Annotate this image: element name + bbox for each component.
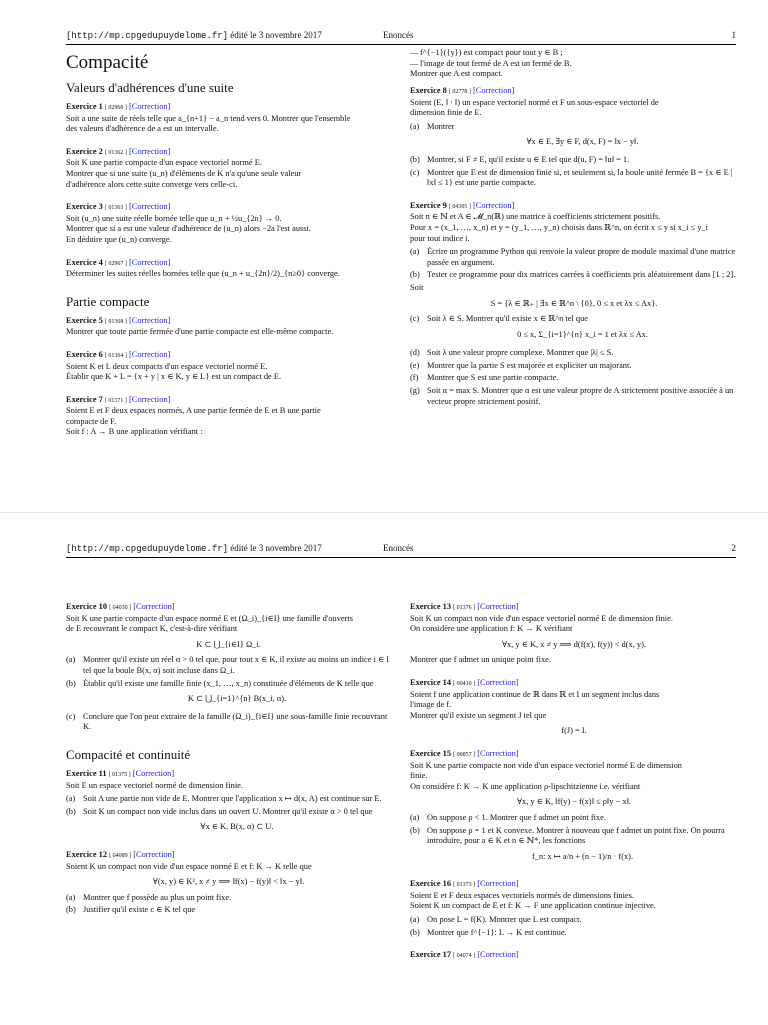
exercise-text-line: Soient E et F deux espaces normés, A une partie fermée de E et B une partie bbox=[66, 406, 321, 416]
item-label: (b) bbox=[66, 905, 76, 915]
exercise bbox=[66, 350, 391, 383]
item-text-block bbox=[427, 168, 738, 189]
exercise bbox=[66, 602, 391, 733]
item-text: Montrer bbox=[427, 121, 455, 131]
exercise-item bbox=[66, 712, 391, 733]
exercise-header bbox=[410, 201, 738, 213]
exercise-text-line: Montrer que toute partie fermée d'une partie compacte est elle-même compacte. bbox=[66, 327, 334, 337]
page-header bbox=[66, 543, 736, 557]
exercise-text-line: En déduire que (u_n) converge. bbox=[66, 234, 172, 244]
exercise-7-conditions bbox=[410, 48, 738, 80]
exercise-9 bbox=[410, 201, 738, 408]
correction-link[interactable]: [Correction] bbox=[129, 349, 171, 359]
item-text: On pose L = f(K). Montrer que L est compact. bbox=[427, 915, 582, 925]
exercise-group-partie-compacte bbox=[66, 316, 391, 438]
exercise bbox=[410, 678, 738, 737]
exercise-text-line: Soit f : A → B une application vérifiant : bbox=[66, 427, 203, 437]
exercise-label: Exercice 6 bbox=[66, 349, 103, 359]
item-text: Montrer que f^{−1}: L → K est continue. bbox=[427, 927, 567, 937]
exercise-text-line: Soient E et F deux espaces vectoriels normés de dimensions finies. bbox=[410, 890, 634, 900]
exercise-header bbox=[410, 749, 738, 761]
exercise-item-list bbox=[410, 348, 738, 407]
item-text: Soit α = max S. Montrer que α est une valeur propre de A strictement positive associée à un vecteur propre strictement positif. bbox=[427, 386, 734, 406]
exercise-text-line: Soit K une partie compacte d'un espace vectoriel normé E. bbox=[66, 158, 262, 168]
exercise-label: Exercice 8 bbox=[410, 86, 447, 95]
item-label: (b) bbox=[410, 154, 420, 164]
item-text: Tester ce programme pour dix matrices carrées à coefficients pris aléatoirement dans [1 ; 2]. bbox=[427, 270, 736, 280]
list-item: — l'image de tout fermé de A est un fermé de B. bbox=[410, 58, 572, 68]
exercise-item bbox=[66, 807, 391, 838]
item-text-block bbox=[427, 373, 738, 384]
exercise-code: [ 01376 ] bbox=[453, 605, 476, 611]
item-text-block bbox=[83, 893, 391, 904]
page-header bbox=[66, 30, 736, 44]
item-text: Soit K un compact non vide inclus dans un ouvert U. Montrer qu'il existe α > 0 tel que bbox=[83, 806, 373, 816]
exercise-item bbox=[410, 122, 738, 153]
exercise-item bbox=[410, 826, 738, 868]
page-1 bbox=[0, 0, 768, 512]
exercise bbox=[410, 201, 738, 408]
exercise-text-line: Soient K et L deux compacts d'un espace vectoriel normé E. bbox=[66, 361, 268, 371]
header-rule bbox=[66, 44, 736, 45]
item-text: Montrer que f possède au plus un point fixe. bbox=[83, 892, 232, 902]
item-equation: 0 ≤ x, Σ_{i=1}^{n} x_i = 1 et λx ≤ Ax. bbox=[517, 329, 648, 339]
exercise-header bbox=[410, 602, 738, 614]
item-text-block bbox=[427, 813, 738, 824]
exercise-label: Exercice 16 bbox=[410, 879, 452, 889]
exercise-text-line: Établir que K + L = {x + y | x ∈ K, y ∈ L} est un compact de E. bbox=[66, 372, 282, 382]
exercise-item-list bbox=[66, 794, 391, 838]
exercise-item-list bbox=[410, 915, 738, 938]
exercise-label: Exercice 5 bbox=[66, 315, 103, 325]
correction-link[interactable]: [Correction] bbox=[129, 257, 171, 267]
exercise-label: Exercice 7 bbox=[66, 394, 103, 404]
item-text-block bbox=[427, 915, 738, 926]
exercise-7-conclusion: Montrer que A est compact. bbox=[410, 69, 503, 79]
exercise-equation: ∀(x, y) ∈ K², x ≠ y ⟹ ‖f(x) − f(y)‖ < ‖x − y‖. bbox=[152, 877, 305, 887]
exercise-label: Exercice 14 bbox=[410, 677, 452, 687]
exercise-header bbox=[410, 879, 738, 891]
exercise-text-line: Soient f une application continue de ℝ dans ℝ et I un segment inclus dans bbox=[410, 689, 660, 699]
exercise-item bbox=[410, 373, 738, 384]
exercise-item bbox=[410, 168, 738, 189]
item-text: Soit λ ∈ S. Montrer qu'il existe x ∈ ℝ^n tel que bbox=[427, 314, 588, 324]
exercise-8 bbox=[410, 86, 738, 189]
exercise-text-line: de E recouvrant le compact K, c'est-à-dire vérifiant bbox=[66, 624, 238, 634]
exercise-header bbox=[66, 850, 391, 862]
exercise-text-line: Soit n ∈ ℕ et A ∈ 𝓜_n(ℝ) une matrice à coefficients strictement positifs. bbox=[410, 212, 661, 222]
exercise-item bbox=[410, 361, 738, 372]
exercise-17 bbox=[410, 950, 738, 962]
exercise-label: Exercice 2 bbox=[66, 146, 103, 156]
exercise-text-line: Montrer que si une suite (u_n) d'éléments de K n'a qu'une seule valeur bbox=[66, 168, 302, 178]
exercise-16 bbox=[410, 879, 738, 938]
item-text: Justifier qu'il existe c ∈ K tel que bbox=[83, 905, 196, 915]
exercise-text-line: l'image de f. bbox=[410, 700, 452, 710]
exercise-text-line: compacte de F. bbox=[66, 416, 117, 426]
exercise-15 bbox=[410, 749, 738, 867]
item-text-block bbox=[427, 155, 738, 166]
correction-link[interactable]: [Correction] bbox=[133, 602, 175, 611]
exercise-equation: ∀x, y ∈ K, x ≠ y ⟹ d(f(x), f(y)) < d(x, y). bbox=[502, 639, 646, 649]
item-label: (d) bbox=[410, 348, 420, 358]
exercise-item bbox=[410, 928, 738, 939]
item-label: (a) bbox=[66, 794, 76, 804]
exercise-label: Exercice 4 bbox=[66, 257, 103, 267]
exercise-label: Exercice 13 bbox=[410, 602, 452, 611]
exercise-text-line: d'adhérence alors cette suite converge vers celle-ci. bbox=[66, 179, 238, 189]
item-text-block bbox=[83, 679, 391, 710]
correction-link[interactable]: [Correction] bbox=[129, 202, 171, 212]
item-equation: K ⊂ ⋃_{i=1}^{n} B(x_i, α). bbox=[187, 694, 287, 704]
item-text-block bbox=[427, 314, 738, 345]
item-text: On suppose ρ = 1 et K convexe. Montrer à nouveau que f admet un point fixe. On pourra introduire, pour a ∈ K et n ∈ ℕ*, les fonctions bbox=[427, 825, 725, 846]
exercise-label: Exercice 3 bbox=[66, 202, 103, 212]
exercise-item bbox=[410, 155, 738, 166]
left-column bbox=[66, 50, 391, 450]
exercise-11 bbox=[66, 769, 391, 838]
exercise bbox=[66, 202, 391, 245]
list-item: — f^{−1}({y}) est compact pour tout y ∈ B ; bbox=[410, 48, 563, 57]
item-equation: ∀x ∈ K, B(x, α) ⊂ U. bbox=[200, 822, 274, 832]
exercise bbox=[410, 879, 738, 938]
exercise-header bbox=[66, 147, 391, 159]
item-text: Montrer que la partie S est majorée et expliciter un majorant. bbox=[427, 360, 632, 370]
correction-link[interactable]: [Correction] bbox=[129, 146, 171, 156]
exercise bbox=[66, 850, 391, 916]
item-text-block bbox=[83, 655, 391, 676]
exercise-text-line: Montrer que f admet un unique point fixe. bbox=[410, 655, 551, 665]
exercise-text-line: Soit bbox=[410, 282, 424, 292]
correction-link[interactable]: [Correction] bbox=[129, 394, 171, 404]
exercise-code: [ 02778 ] bbox=[448, 89, 471, 95]
correction-link[interactable]: [Correction] bbox=[132, 768, 175, 778]
exercise-code: [ 01375 ] bbox=[108, 771, 131, 778]
exercise-equation: K ⊂ ⋃_{i∈I} Ω_i. bbox=[196, 639, 261, 649]
section-heading-adherences: Valeurs d'adhérences d'une suite bbox=[66, 80, 234, 95]
exercise-header bbox=[410, 950, 738, 962]
item-text: Établir qu'il existe une famille finie (x_1, …, x_n) constituée d'éléments de K telle que bbox=[83, 678, 374, 688]
exercise-header bbox=[66, 769, 391, 781]
document-title: Compacité bbox=[66, 52, 149, 73]
exercise-text-line: des valeurs d'adhérence de a est un intervalle. bbox=[66, 124, 219, 134]
correction-link[interactable]: [Correction] bbox=[477, 950, 519, 960]
item-label: (a) bbox=[410, 121, 420, 131]
item-label: (a) bbox=[410, 812, 420, 822]
exercise-label: Exercice 1 bbox=[66, 102, 103, 111]
exercise-code: [ 01363 ] bbox=[104, 205, 127, 212]
item-label: (a) bbox=[66, 892, 76, 902]
exercise-code: [ 01373 ] bbox=[453, 882, 476, 889]
item-text-block bbox=[427, 386, 738, 407]
item-text: Montrer, si F ≠ E, qu'il existe u ∈ E tel que d(u, F) = ‖u‖ = 1. bbox=[427, 154, 630, 164]
exercise-text-line: dimension finie de E. bbox=[410, 108, 482, 118]
item-text-block bbox=[83, 905, 391, 916]
page-number: 2 bbox=[731, 543, 736, 553]
item-text-block bbox=[427, 361, 738, 372]
exercise-label: Exercice 17 bbox=[410, 950, 452, 960]
exercise-label: Exercice 9 bbox=[410, 200, 447, 210]
item-text-block bbox=[83, 807, 391, 838]
exercise bbox=[410, 950, 738, 962]
exercise-code: [ 04305 ] bbox=[448, 203, 471, 210]
exercise bbox=[66, 316, 391, 338]
item-text-block bbox=[427, 122, 738, 153]
right-column bbox=[410, 48, 738, 419]
exercise-12 bbox=[66, 850, 391, 916]
exercise-header bbox=[410, 678, 738, 690]
exercise-text-line: finie. bbox=[410, 771, 428, 781]
exercise-text-line: Soit E un espace vectoriel normé de dimension finie. bbox=[66, 780, 243, 790]
exercise bbox=[66, 769, 391, 838]
exercise-code: [ 02967 ] bbox=[104, 260, 127, 267]
exercise-code: [ 04074 ] bbox=[453, 953, 476, 960]
exercise-code: [ 04089 ] bbox=[109, 852, 132, 859]
exercise-text-line: Soit (u_n) une suite réelle bornée telle que u_n + ½u_{2n} → 0. bbox=[66, 213, 282, 223]
exercise-item bbox=[410, 247, 738, 268]
item-label: (b) bbox=[410, 270, 420, 280]
item-label: (b) bbox=[410, 927, 420, 937]
exercise-item bbox=[410, 348, 738, 359]
exercise bbox=[410, 86, 738, 189]
exercise-equation: S = {λ ∈ ℝ₊ | ∃x ∈ ℝ^n \ {0}, 0 ≤ x et λx ≤ Ax}. bbox=[490, 298, 658, 308]
item-text: On suppose ρ < 1. Montrer que f admet un point fixe. bbox=[427, 812, 606, 822]
exercise-text-line: On considère f: K → K une application ρ-lipschitzienne i.e. vérifiant bbox=[410, 781, 641, 791]
header-center-label: Enoncés bbox=[383, 543, 414, 553]
item-equation: ∀x ∈ E, ∃y ∈ F, d(x, F) = ‖x − y‖. bbox=[526, 137, 639, 147]
exercise-label: Exercice 12 bbox=[66, 849, 108, 859]
exercise-text-line: Montrer qu'il existe un segment J tel que bbox=[410, 710, 547, 720]
exercise-14 bbox=[410, 678, 738, 737]
exercise-header bbox=[66, 202, 391, 214]
exercise-text-line: Déterminer les suites réelles bornées telle que (u_n + u_{2n}/2)_{n≥0} converge. bbox=[66, 269, 340, 279]
exercise-code: [ 01368 ] bbox=[104, 318, 127, 325]
exercise-item bbox=[66, 679, 391, 710]
item-equation: f_n: x ↦ a/n + (n − 1)/n · f(x). bbox=[531, 851, 634, 861]
item-text: Soit λ une valeur propre complexe. Montrer que |λ| ≤ S. bbox=[427, 348, 614, 358]
item-text-block bbox=[427, 826, 738, 868]
page-2 bbox=[0, 512, 768, 1025]
exercise-header bbox=[66, 395, 391, 407]
item-label: (c) bbox=[410, 167, 420, 177]
exercise-text-line: pour tout indice i. bbox=[410, 233, 470, 243]
exercise-code: [ 04030 ] bbox=[109, 605, 132, 611]
item-text: Montrer que E est de dimension finie si, et seulement si, la boule unité fermée B = {x ∈ E | ‖x‖ ≤ 1} est une partie compacte. bbox=[427, 167, 733, 188]
exercise-item-list bbox=[410, 247, 738, 281]
site-url-link[interactable]: [http://mp.cpgedupuydelome.fr] bbox=[66, 31, 229, 41]
correction-link[interactable]: [Correction] bbox=[477, 602, 519, 611]
exercise-item bbox=[410, 386, 738, 407]
item-label: (a) bbox=[410, 915, 420, 925]
exercise-code: [ 00857 ] bbox=[453, 751, 476, 758]
exercise bbox=[66, 395, 391, 438]
exercise-header bbox=[66, 102, 391, 114]
exercise-text-line: Soit a une suite de réels telle que a_{n+1} − a_n tend vers 0. Montrer que l'ensemble bbox=[66, 113, 351, 123]
correction-link[interactable]: [Correction] bbox=[129, 102, 171, 111]
exercise-text-line: Soient (E, ‖ · ‖) un espace vectoriel normé et F un sous-espace vectoriel de bbox=[410, 97, 659, 107]
item-label: (e) bbox=[410, 360, 420, 370]
correction-link[interactable]: [Correction] bbox=[473, 86, 515, 95]
correction-link[interactable]: [Correction] bbox=[133, 849, 175, 859]
exercise-header bbox=[66, 258, 391, 270]
section-heading-compacite-continuite: Compacité et continuité bbox=[66, 746, 191, 762]
exercise-13 bbox=[410, 602, 738, 666]
item-label: (g) bbox=[410, 386, 420, 396]
correction-link[interactable]: [Correction] bbox=[473, 200, 515, 210]
exercise-item bbox=[66, 893, 391, 904]
edit-date: édité le 3 novembre 2017 bbox=[230, 30, 322, 40]
exercise-equation: ∀x, y ∈ K, ‖f(y) − f(x)‖ ≤ ρ‖y − x‖. bbox=[516, 797, 631, 807]
exercise bbox=[66, 147, 391, 190]
exercise-item bbox=[66, 794, 391, 805]
item-label: (b) bbox=[66, 806, 76, 816]
exercise bbox=[410, 602, 738, 666]
item-text: Conclure que l'on peut extraire de la famille (Ω_i)_{i∈I} une sous-famille finie recouvrant K. bbox=[83, 711, 388, 732]
exercise-10 bbox=[66, 602, 391, 733]
item-text: Soit A une partie non vide de E. Montrer que l'application x ↦ d(x, A) est continue sur E. bbox=[83, 794, 382, 804]
exercise-label: Exercice 11 bbox=[66, 768, 107, 778]
item-label: (a) bbox=[410, 247, 420, 257]
correction-link[interactable]: [Correction] bbox=[129, 315, 171, 325]
exercise-item bbox=[410, 915, 738, 926]
item-text: Montrer qu'il existe un réel α > 0 tel que, pour tout x ∈ K, il existe au moins un indice i ∈ I tel que la boule B(x, α) soit incluse dans Ω_i. bbox=[83, 655, 390, 675]
item-label: (a) bbox=[66, 655, 76, 665]
item-label: (f) bbox=[410, 373, 419, 383]
correction-link[interactable]: [Correction] bbox=[477, 879, 519, 889]
item-text-block bbox=[427, 348, 738, 359]
exercise-header bbox=[410, 86, 738, 98]
exercise-text-line: Soient K un compact non vide d'un espace normé E et f: K → K telle que bbox=[66, 861, 312, 871]
right-column bbox=[410, 602, 738, 974]
item-text-block bbox=[427, 928, 738, 939]
exercise-code: [ 01371 ] bbox=[104, 397, 127, 404]
exercise-item-list bbox=[66, 893, 391, 916]
exercise-header bbox=[66, 350, 391, 362]
exercise-item bbox=[66, 655, 391, 676]
correction-link[interactable]: [Correction] bbox=[477, 677, 519, 687]
exercise-header bbox=[66, 602, 391, 614]
exercise-text-line: On considère une application f: K → K vérifiant bbox=[410, 624, 573, 634]
exercise bbox=[410, 749, 738, 867]
exercise-item-list bbox=[66, 655, 391, 733]
exercise-item bbox=[410, 813, 738, 824]
section-heading-partie-compacte: Partie compacte bbox=[66, 293, 150, 309]
exercise-text-line: Soit K une partie compacte d'un espace normé E et (Ω_i)_{i∈I} une famille d'ouverts bbox=[66, 613, 353, 623]
exercise bbox=[66, 258, 391, 280]
item-label: (c) bbox=[410, 314, 420, 324]
header-rule bbox=[66, 557, 736, 558]
exercise-text-line: Soit K une partie compacte non vide d'un espace vectoriel normé E de dimension bbox=[410, 760, 682, 770]
exercise-code: [ 01364 ] bbox=[104, 352, 127, 359]
item-label: (b) bbox=[410, 825, 420, 835]
exercise-item-list bbox=[410, 122, 738, 189]
header-center-label: Enoncés bbox=[383, 30, 414, 40]
item-text-block bbox=[427, 247, 738, 268]
exercise-header bbox=[66, 316, 391, 328]
exercise-text-line: Montrer que si a est une valeur d'adhérence de (u_n) alors −2a l'est aussi. bbox=[66, 224, 311, 234]
exercise-code: [ 00410 ] bbox=[453, 680, 476, 687]
dash-icon: — bbox=[410, 58, 419, 68]
item-text: Montrer que S est une partie compacte. bbox=[427, 373, 559, 383]
left-column bbox=[66, 602, 391, 928]
exercise-item bbox=[66, 905, 391, 916]
item-text-block bbox=[83, 794, 391, 805]
item-text: Écrire un programme Python qui renvoie la valeur propre de module maximal d'une matrice passée en argument. bbox=[427, 247, 736, 267]
exercise-equation: f(J) = I. bbox=[561, 726, 587, 736]
edit-date: édité le 3 novembre 2017 bbox=[230, 543, 322, 553]
item-label: (c) bbox=[66, 711, 76, 721]
exercise-item-list bbox=[410, 813, 738, 867]
exercise-text-line: Pour x = (x_1, …, x_n) et y = (y_1, …, y_n) choisis dans ℝ^n, on écrit x ≤ y si x_i ≤ y_i bbox=[410, 222, 708, 232]
correction-link[interactable]: [Correction] bbox=[477, 748, 519, 758]
exercise-group-adherences bbox=[66, 102, 391, 280]
item-text-block bbox=[427, 270, 738, 281]
exercise-label: Exercice 10 bbox=[66, 602, 108, 611]
item-text-block bbox=[83, 712, 391, 733]
exercise-text-line: Soient K un compact de E et f: K → F une application continue injective. bbox=[410, 901, 656, 911]
dash-icon: — bbox=[410, 48, 419, 57]
exercise-text-line: Soit K un compact non vide d'un espace vectoriel normé E de dimension finie. bbox=[410, 613, 673, 623]
exercise-item bbox=[410, 270, 738, 281]
exercise-code: [ 02968 ] bbox=[104, 105, 127, 111]
item-label: (b) bbox=[66, 678, 76, 688]
exercise-label: Exercice 15 bbox=[410, 748, 452, 758]
exercise-code: [ 01362 ] bbox=[104, 149, 127, 156]
exercise-item bbox=[410, 314, 738, 345]
page-number: 1 bbox=[731, 30, 736, 40]
site-url-link[interactable]: [http://mp.cpgedupuydelome.fr] bbox=[66, 544, 229, 554]
exercise bbox=[66, 102, 391, 135]
